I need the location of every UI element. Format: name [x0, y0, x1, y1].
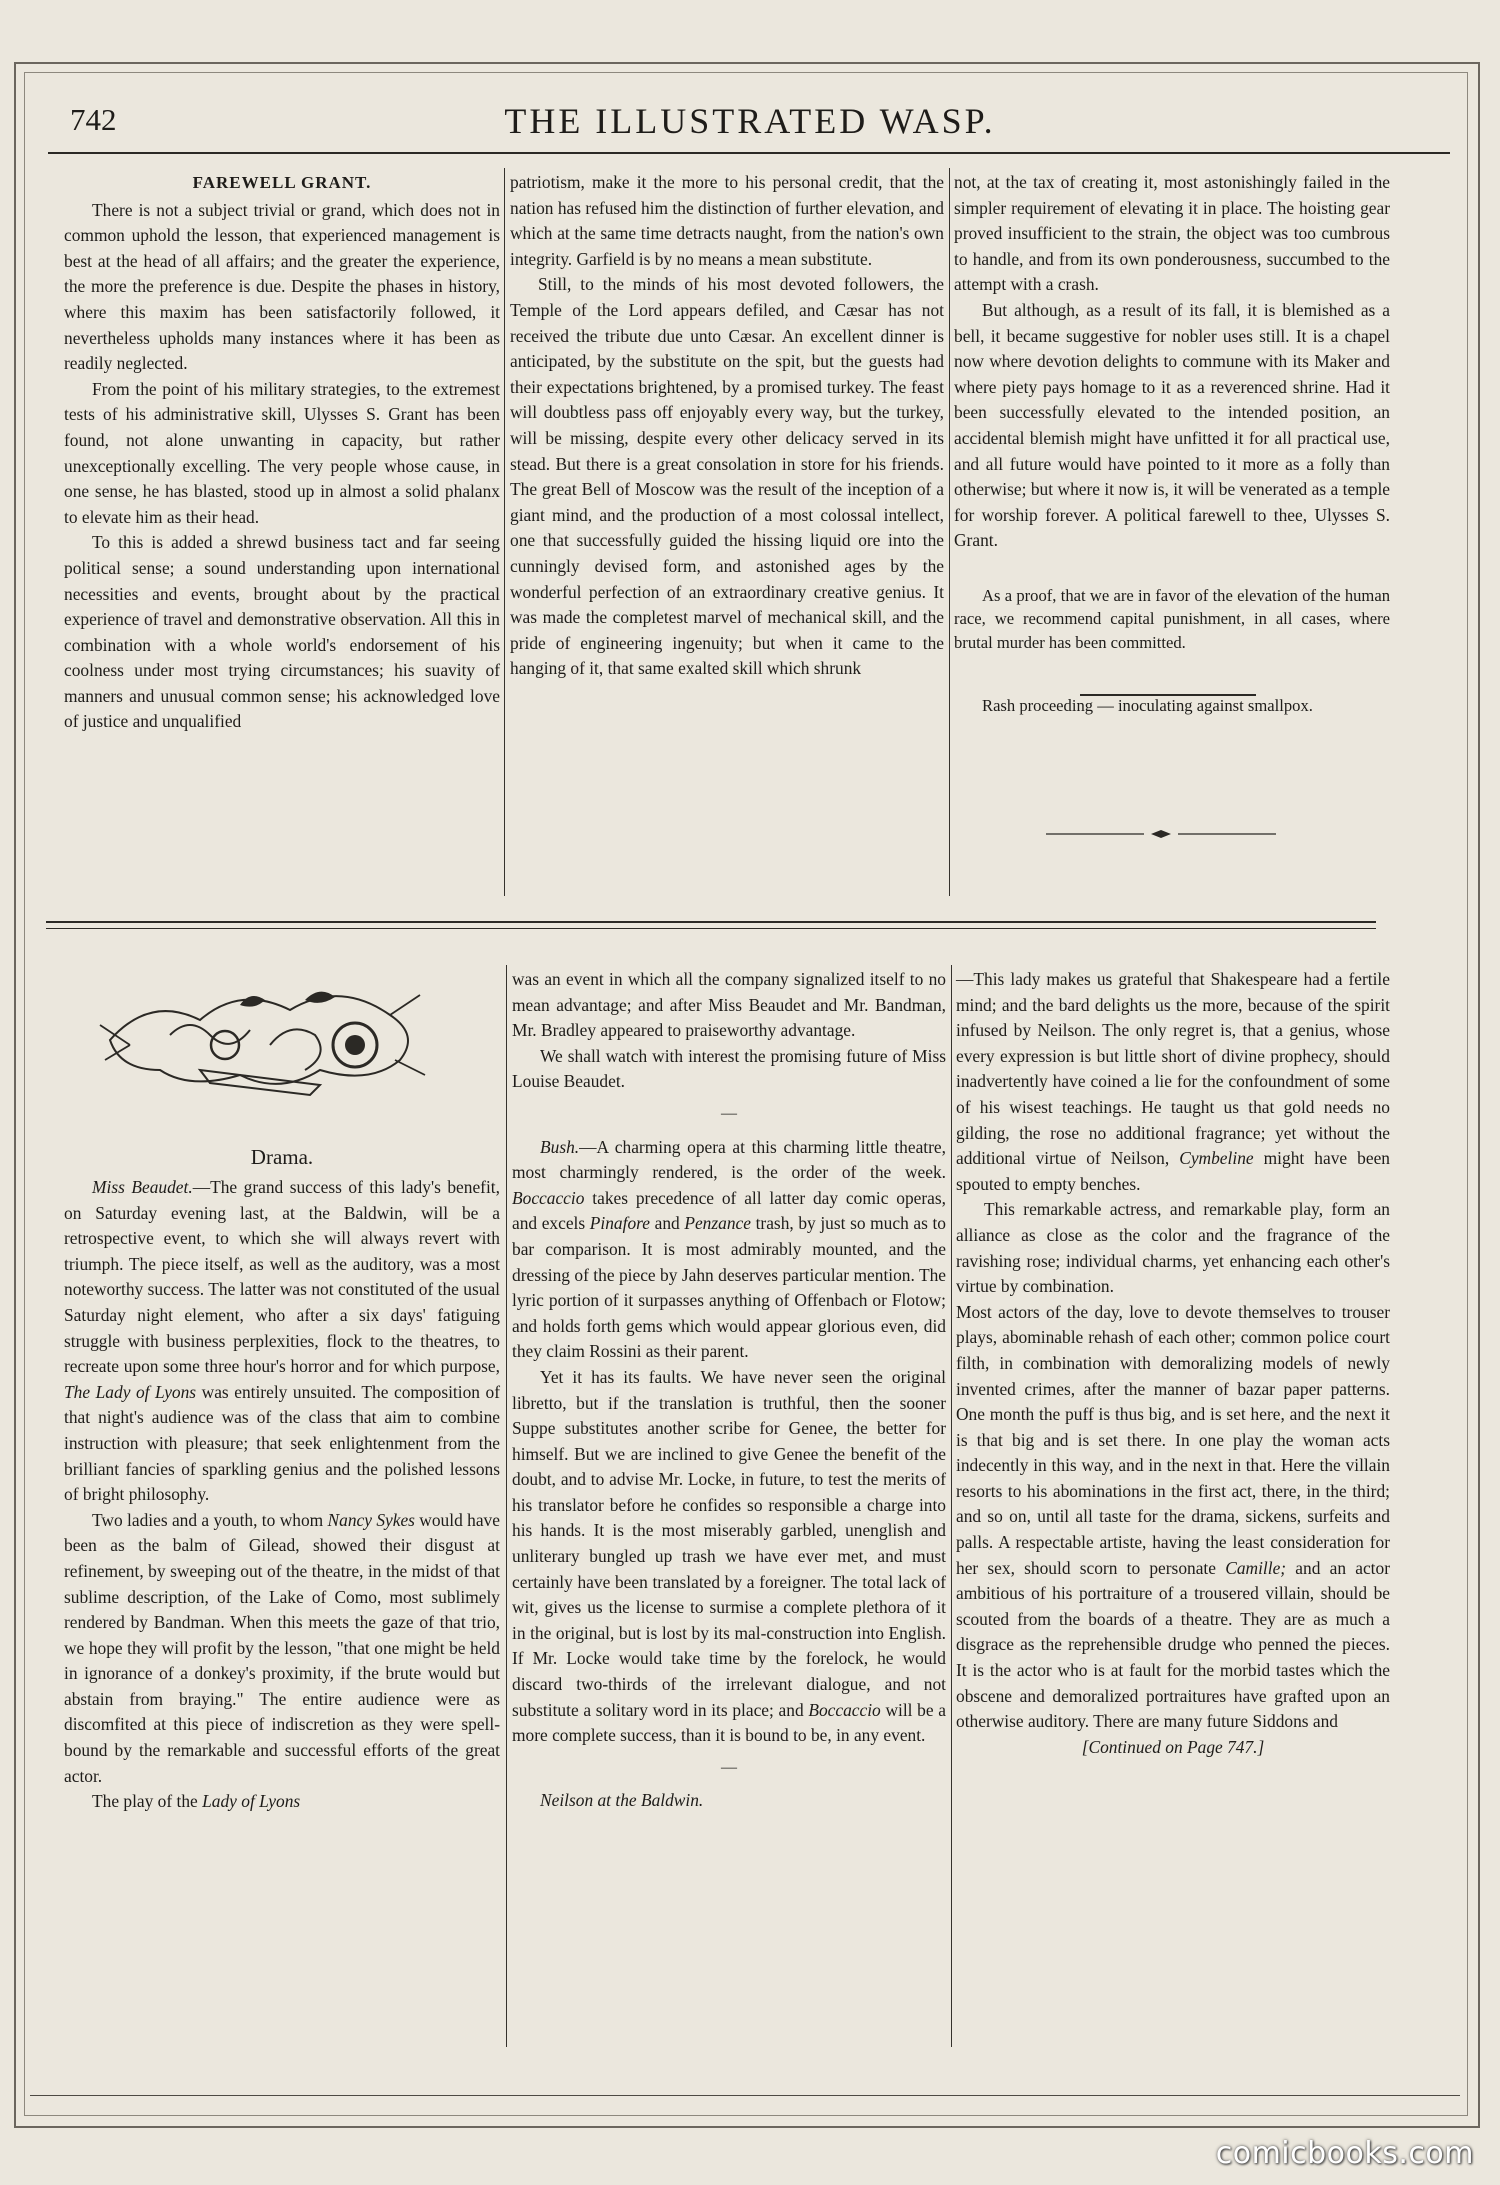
drama-column-1	[64, 1175, 500, 1815]
farewell-column-3	[954, 170, 1390, 718]
section-rule	[46, 921, 1376, 923]
drama-paragraph	[512, 1788, 946, 1814]
farewell-paragraph: Still, to the minds of his most devoted followers, the Temple of the Lord appears defiled, and Cæsar has not received the tribute due unto Cæsar. An excellent dinner is anticipated, by the substitute on the spit, but the guests had their expectations brightened, by a promised turkey. The feast will doubtless pass off enjoyably every way, but the turkey, will be missing, despite every other delicacy served in its stead. But there is a great consolation in store for his friends. The great Bell of Moscow was the result of the inception of a giant mind, and the production of a most colossal intellect, one that successfully guided the hissing liquid ore into the cunningly devised form, and astonished ages by the wonderful perfection of an extraordinary creative genius. It was made the completest marvel of mechanical skill, and the pride of engineering ingenuity; but when it came to the hanging of it, that same exalted skill which shrunk	[510, 274, 944, 679]
drama-column-3	[956, 967, 1390, 1760]
article-label: Miss Beaudet.	[92, 1177, 193, 1197]
column-divider	[506, 965, 507, 2047]
section-rule	[46, 928, 1376, 929]
farewell-headline: FAREWELL GRANT.	[192, 173, 372, 192]
drama-paragraph: Most actors of the day, love to devote themselves to trouser plays, abominable rehash of each other; common police court filth, in combination with demoralizing models of newly invented crimes, after the manner of bazar paper patterns. One month the puff is thus big, and is set here, and the next it is that big and is set there. In one play the woman acts indecently in this way, and in the next in that. Here the villain resorts to his abominations in the first act, there, in the third; and so on, until all taste for the drama, sickens, surfeits and palls. A respectable artiste, having the least consideration for her sex, should scorn to personate Camille; and an actor ambitious of his portraiture of a trousered villain, should be scouted from the boards of a theatre. They are as much a disgrace as the reprehensible drudge who penned the pieces. It is the actor who is at fault for the morbid tastes which the obscene and demoralized portraitures have grafted upon an otherwise auditory. There are many future Siddons and	[956, 1301, 1390, 1732]
drama-paragraph: The play of the Lady of Lyons	[92, 1791, 301, 1812]
farewell-paragraph: From the point of his military strategies, to the extremest tests of his administrative skill, Ulysses S. Grant has been found, not alone unwanting in capacity, but rather unexceptionally excelling. The very people whose cause, in one sense, he has blasted, stood up in almost a solid phalanx to elevate him as their head.	[64, 378, 500, 527]
separator-ornament	[1046, 829, 1276, 839]
drama-paragraph: Two ladies and a youth, to whom Nancy Sykes would have been as the balm of Gilead, showed their disgust at refinement, by sweeping out of the theatre, in the midst of that sublime description, of the Lake of Como, most sublimely rendered by Bandman. When this meets the gaze of that trio, we hope they will profit by the lesson, "that one might be held in ignorance of a donkey's proximity, if the brute would but abstain from braying." The entire audience were as discomfited at this piece of indiscretion as they were spell-bound by the remarkable and successful efforts of the great actor.	[64, 1509, 500, 1786]
separator-rule	[1080, 694, 1256, 696]
column-divider	[951, 965, 952, 2047]
drama-heading: Drama.	[250, 1145, 314, 1169]
farewell-paragraph: There is not a subject trivial or grand, which does not in common uphold the lesson, that experienced management is best at the head of all affairs; and the greater the experience, the more the preference is due. Despite the phases in history, where this maxim has been satisfactorily followed, it nevertheless upholds many instances where it has been as readily neglected.	[64, 199, 500, 374]
column-divider	[504, 168, 505, 896]
rash-paragraph: Rash proceeding — inoculating against smallpox.	[982, 696, 1313, 716]
drama-ornament-illustration	[90, 975, 430, 1100]
page-number: 742	[70, 102, 117, 137]
drama-paragraph: Miss Beaudet.—The grand success of this lady's benefit, on Saturday evening last, at the Baldwin, will be a retrospective event, to which she will always revert with triumph. The piece itself, as well as the auditory, was a most noteworthy success. The latter was not constituted of the usual Saturday night element, who after a six days' fatiguing struggle with business perplexities, flock to the theatres, to recreate upon some three hour's horror and for which purpose, The Lady of Lyons was entirely unsuited. The composition of that night's audience was of the class that aim to combine instruction with pleasure; that seek enlightenment from the brilliant fancies of sparkling genius and the polished lessons of bright philosophy.	[64, 1177, 501, 1505]
dash-separator: —	[721, 1104, 737, 1122]
farewell-paragraph: patriotism, make it the more to his personal credit, that the nation has refused him the distinction of further elevation, and which at the same time detracts naught, from the nation's own integrity. Garfield is by no means a mean substitute.	[510, 172, 944, 269]
drama-paragraph: We shall watch with interest the promising future of Miss Louise Beaudet.	[512, 1045, 946, 1092]
drama-paragraph: was an event in which all the company signalized itself to no mean advantage; and after Miss Beaudet and Mr. Bandman, Mr. Bradley appeared to praiseworthy advantage.	[512, 969, 946, 1041]
farewell-column-2	[510, 170, 944, 682]
drama-paragraph: This remarkable actress, and remarkable play, form an alliance as close as the color and the fragrance of the ravishing rose; individual charms, yet enhancing each other's virtue by combination.	[956, 1199, 1390, 1297]
drama-column-2	[512, 967, 946, 1814]
farewell-paragraph: But although, as a result of its fall, it is blemished as a bell, it became suggestive for nobler uses still. It is a chapel now where devotion delights to commune with its Maker and where piety pays homage to it as a reverenced shrine. Had it been successfully elevated to the intended position, an accidental blemish might have unfitted it for all practical use, and all future would have pointed to it more as a folly than otherwise; but where it now is, it will be venerated as a temple for worship forever. A political farewell to thee, Ulysses S. Grant.	[954, 299, 1390, 551]
drama-paragraph: —This lady makes us grateful that Shakespeare had a fertile mind; and the bard delights us the more, because of the spirit infused by Neilson. The only regret is, that a genius, whose every expression is but little short of divine prophecy, should inadvertently have coined a lie for the confoundment of some of his wisest teachings. He taught us that gold needs no gilding, the rose no additional fragrance; yet without the additional virtue of Neilson, Cymbeline might have been spouted to empty benches.	[956, 969, 1390, 1194]
drama-paragraph: Bush.—A charming opera at this charming little theatre, most charmingly rendered, is the order of the week. Boccaccio takes precedence of all latter day comic operas, and excels Pinafore and Penzance trash, by just so much as to bar comparison. It is most admirably mounted, and the dressing of the piece by Jahn deserves particular mention. The lyric portion of it surpasses anything of Offenbach or Flotow; and holds forth gems which would appear glorious even, did they claim Rossini as their parent.	[512, 1136, 946, 1362]
farewell-column-1	[64, 170, 500, 735]
farewell-paragraph: not, at the tax of creating it, most astonishingly failed in the simpler requirement of elevating it in place. The hoisting gear proved insufficient to the strain, the object was too cumbrous to handle, and from its own ponderousness, succumbed to the attempt with a crash.	[954, 172, 1390, 295]
proof-paragraph: As a proof, that we are in favor of the elevation of the human race, we recommend capital punishment, in all cases, where brutal murder has been committed.	[954, 585, 1390, 652]
page-header	[40, 96, 1460, 146]
watermark: comicbooks.com	[1215, 2136, 1474, 2171]
masthead-title: THE ILLUSTRATED WASP.	[504, 101, 996, 141]
bottom-rule	[30, 2095, 1460, 2096]
article-label: Neilson at the Baldwin.	[540, 1790, 704, 1811]
column-divider	[949, 168, 950, 896]
header-rule	[48, 152, 1450, 154]
article-label: Bush.	[540, 1136, 580, 1157]
continued-notice: [Continued on Page 747.]	[1081, 1736, 1265, 1757]
drama-paragraph: Yet it has its faults. We have never seen the original libretto, but if the translation is truthful, then the sooner Suppe substitutes another scribe for Genee, the better for himself. But we are inclined to give Genee the benefit of the doubt, and to advise Mr. Locke, in future, to test the merits of his translator before he confides so responsible a charge into his hands. It is the most miserably garbled, unenglish and unliterary bungled up trash we have ever met, and must certainly have been translated by a foreigner. The total lack of wit, gives us the license to surmise a complete plethora of it in the original, but is lost by its mal-construction into English. If Mr. Locke would take time by the forelock, he would discard two-thirds of the irrelevant dialogue, and not substitute a solitary word in its place; and Boccaccio will be a more complete success, than it is bound to be, in any event.	[512, 1366, 946, 1746]
farewell-paragraph: To this is added a shrewd business tact and far seeing political sense; a sound understanding upon international necessities and events, brought about by the practical experience of travel and demonstrative observation. All this in combination with a whole world's endorsement of his coolness under most trying circumstances; his suavity of manners and unusual common sense; his acknowledged love of justice and unqualified	[64, 532, 500, 732]
dash-separator: —	[721, 1758, 737, 1776]
